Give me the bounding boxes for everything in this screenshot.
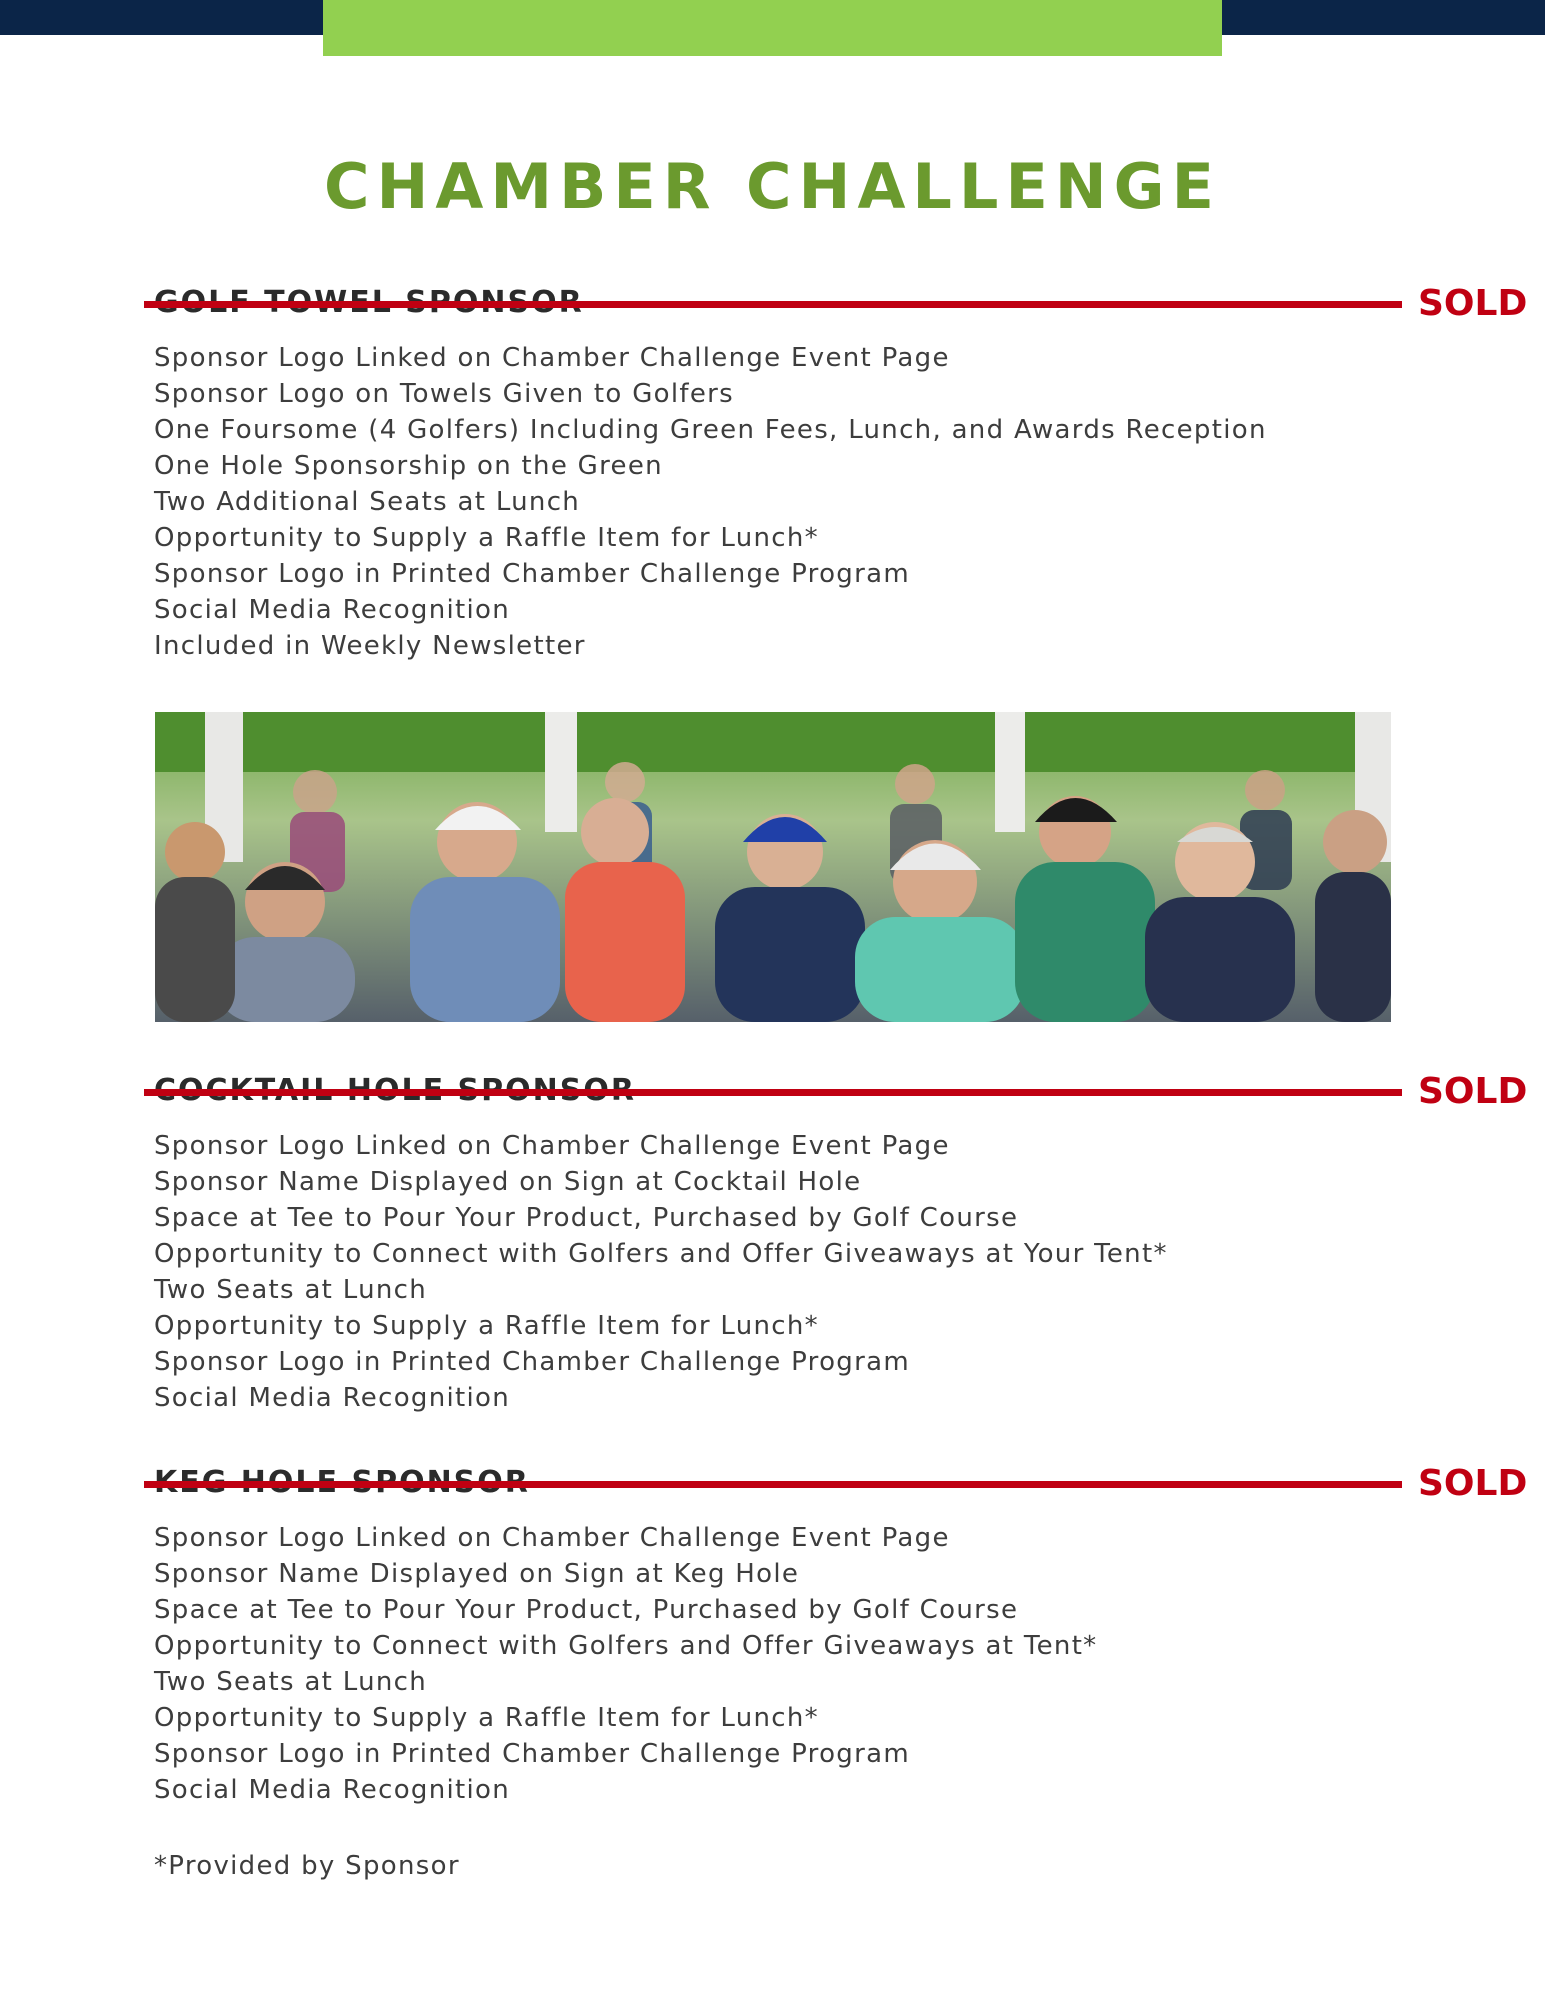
strikethrough-line [144,1089,1402,1096]
list-item: Sponsor Logo Linked on Chamber Challenge Event Page [154,1131,950,1161]
golfers-lunch-photo [155,712,1391,1022]
list-item: Social Media Recognition [154,1383,511,1413]
list-item: Opportunity to Connect with Golfers and Offer Giveaways at Your Tent* [154,1239,1168,1269]
list-item: Two Seats at Lunch [154,1667,428,1697]
list-item: Social Media Recognition [154,595,511,625]
list-item: Sponsor Logo on Towels Given to Golfers [154,379,734,409]
keg-hole-sponsor-section [0,1458,1545,1805]
list-item: Sponsor Logo Linked on Chamber Challenge Event Page [154,1523,950,1553]
list-item: Sponsor Name Displayed on Sign at Cocktail Hole [154,1167,862,1197]
list-item: Opportunity to Supply a Raffle Item for Lunch* [154,523,819,553]
section-header [0,278,1545,328]
list-item: One Hole Sponsorship on the Green [154,451,663,481]
strikethrough-line [144,1481,1402,1488]
list-item: Included in Weekly Newsletter [154,631,586,661]
list-item: Sponsor Logo in Printed Chamber Challenge Program [154,559,910,589]
section-header [0,1458,1545,1508]
cocktail-hole-sponsor-section [0,1066,1545,1413]
list-item: Sponsor Logo in Printed Chamber Challenge Program [154,1347,910,1377]
list-item: Two Additional Seats at Lunch [154,487,581,517]
list-item: Space at Tee to Pour Your Product, Purchased by Golf Course [154,1203,1019,1233]
sold-label: SOLD [1418,1463,1528,1504]
list-item: Opportunity to Supply a Raffle Item for Lunch* [154,1703,819,1733]
benefit-list [154,340,1267,664]
list-item: Sponsor Name Displayed on Sign at Keg Hole [154,1559,800,1589]
list-item: Sponsor Logo Linked on Chamber Challenge Event Page [154,343,950,373]
list-item: Sponsor Logo in Printed Chamber Challenge Program [154,1739,910,1769]
top-green-accent [323,0,1222,56]
section-header [0,1066,1545,1116]
list-item: One Foursome (4 Golfers) Including Green Fees, Lunch, and Awards Reception [154,415,1267,445]
list-item: Opportunity to Supply a Raffle Item for Lunch* [154,1311,819,1341]
golf-towel-sponsor-section [0,278,1545,661]
list-item: Space at Tee to Pour Your Product, Purchased by Golf Course [154,1595,1019,1625]
page-title: CHAMBER CHALLENGE [324,150,1221,223]
benefit-list [154,1128,1168,1416]
list-item: Social Media Recognition [154,1775,511,1805]
list-item: Opportunity to Connect with Golfers and Offer Giveaways at Tent* [154,1631,1098,1661]
benefit-list [154,1520,1097,1808]
sold-label: SOLD [1418,283,1528,324]
strikethrough-line [144,301,1402,308]
footnote: *Provided by Sponsor [154,1851,460,1881]
sold-label: SOLD [1418,1071,1528,1112]
list-item: Two Seats at Lunch [154,1275,428,1305]
